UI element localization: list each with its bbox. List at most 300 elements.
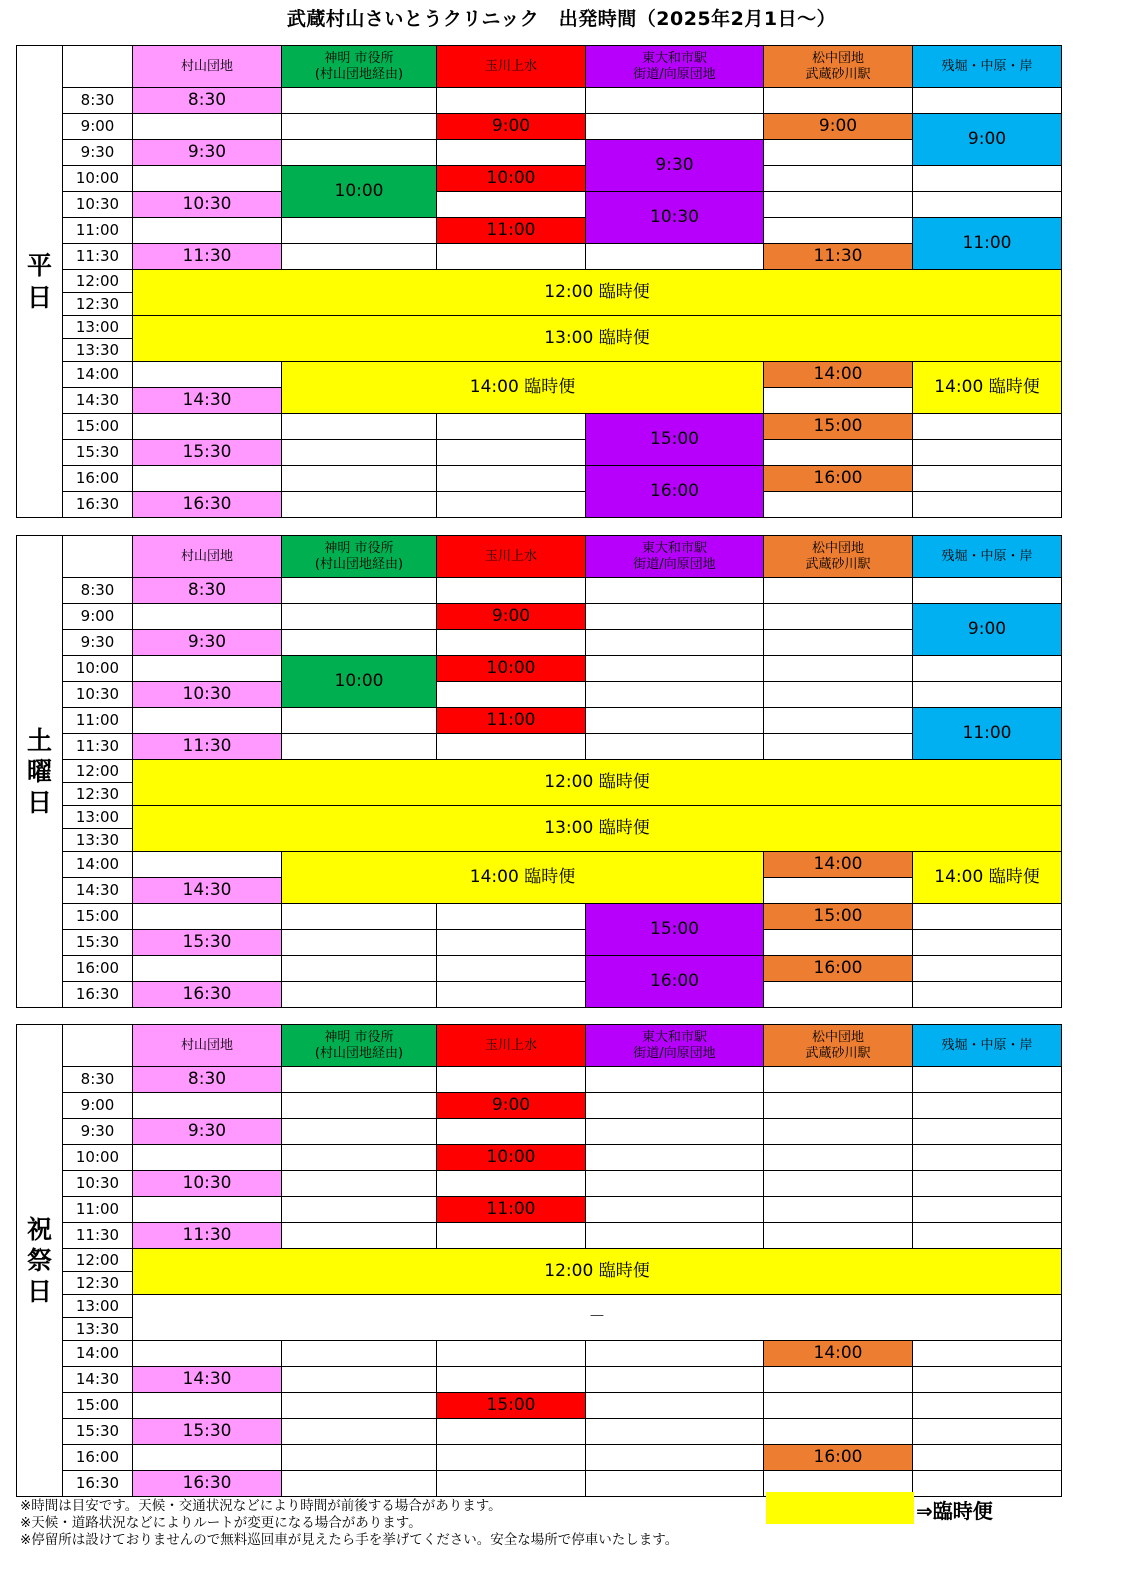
time-slot: 12:00 bbox=[63, 760, 133, 783]
empty-cell bbox=[764, 1171, 913, 1197]
day-label: 平日 bbox=[17, 46, 63, 518]
empty-cell bbox=[437, 1445, 586, 1471]
empty-cell bbox=[913, 578, 1062, 604]
empty-cell bbox=[764, 388, 913, 414]
departure-cell: 14:00 bbox=[764, 852, 913, 878]
empty-cell bbox=[586, 578, 764, 604]
empty-cell bbox=[437, 930, 586, 956]
empty-cell bbox=[282, 630, 437, 656]
route-header bbox=[913, 1025, 1062, 1067]
route-header bbox=[133, 46, 282, 88]
time-slot: 16:30 bbox=[63, 982, 133, 1008]
time-slot: 11:00 bbox=[63, 708, 133, 734]
empty-cell bbox=[437, 466, 586, 492]
table-row bbox=[17, 682, 1062, 708]
time-slot: 10:30 bbox=[63, 1171, 133, 1197]
departure-cell: 11:30 bbox=[133, 244, 282, 270]
empty-cell bbox=[764, 1393, 913, 1419]
time-slot: 14:00 bbox=[63, 1341, 133, 1367]
route-header bbox=[764, 536, 913, 578]
empty-cell bbox=[586, 1171, 764, 1197]
time-slot: 13:30 bbox=[63, 1318, 133, 1341]
departure-cell: 9:00 bbox=[437, 1093, 586, 1119]
corner-cell bbox=[63, 1025, 133, 1067]
empty-cell bbox=[437, 1223, 586, 1249]
empty-cell bbox=[133, 956, 282, 982]
empty-cell bbox=[586, 1393, 764, 1419]
empty-cell bbox=[282, 1145, 437, 1171]
empty-cell bbox=[282, 1197, 437, 1223]
time-slot: 13:00 bbox=[63, 1295, 133, 1318]
empty-cell bbox=[282, 1223, 437, 1249]
empty-cell bbox=[282, 114, 437, 140]
table-row bbox=[17, 1067, 1062, 1093]
empty-cell bbox=[586, 1367, 764, 1393]
empty-cell bbox=[282, 244, 437, 270]
departure-cell: 10:30 bbox=[133, 682, 282, 708]
empty-cell bbox=[282, 1119, 437, 1145]
empty-cell bbox=[913, 466, 1062, 492]
empty-cell bbox=[133, 656, 282, 682]
empty-cell bbox=[913, 982, 1062, 1008]
empty-cell bbox=[586, 88, 764, 114]
table-row bbox=[17, 492, 1062, 518]
route-header bbox=[437, 1025, 586, 1067]
time-slot: 14:30 bbox=[63, 388, 133, 414]
route-name: 東大和市駅 街道/向原団地 bbox=[633, 540, 716, 572]
route-name: 残堀・中原・岸 bbox=[941, 1037, 1033, 1053]
empty-cell bbox=[586, 1197, 764, 1223]
table-row bbox=[17, 1223, 1062, 1249]
table-row bbox=[17, 218, 1062, 244]
time-slot: 11:30 bbox=[63, 734, 133, 760]
empty-cell bbox=[282, 708, 437, 734]
empty-cell bbox=[913, 930, 1062, 956]
empty-cell bbox=[764, 1223, 913, 1249]
table-row bbox=[17, 1419, 1062, 1445]
time-slot: 15:30 bbox=[63, 1419, 133, 1445]
departure-cell: 9:30 bbox=[586, 140, 764, 192]
departure-cell: 15:30 bbox=[133, 1419, 282, 1445]
empty-cell bbox=[913, 1067, 1062, 1093]
empty-cell bbox=[764, 88, 913, 114]
table-row bbox=[17, 1445, 1062, 1471]
route-name: 玉川上水 bbox=[484, 548, 537, 564]
departure-cell: 15:00 bbox=[586, 414, 764, 466]
time-slot: 14:30 bbox=[63, 878, 133, 904]
departure-cell: 11:00 bbox=[437, 1197, 586, 1223]
empty-cell bbox=[913, 1119, 1062, 1145]
empty-cell bbox=[282, 88, 437, 114]
time-slot: 15:30 bbox=[63, 930, 133, 956]
departure-cell: 14:30 bbox=[133, 1367, 282, 1393]
empty-cell bbox=[764, 140, 913, 166]
departure-cell: 16:30 bbox=[133, 1471, 282, 1497]
empty-cell bbox=[764, 982, 913, 1008]
empty-cell bbox=[437, 630, 586, 656]
empty-cell bbox=[764, 734, 913, 760]
empty-cell bbox=[282, 1471, 437, 1497]
empty-cell bbox=[437, 682, 586, 708]
time-slot: 8:30 bbox=[63, 578, 133, 604]
departure-cell: 14:00 bbox=[764, 362, 913, 388]
empty-cell bbox=[437, 440, 586, 466]
route-name: 東大和市駅 街道/向原団地 bbox=[633, 50, 716, 82]
table-row bbox=[17, 904, 1062, 930]
empty-cell bbox=[282, 734, 437, 760]
empty-cell bbox=[913, 88, 1062, 114]
departure-cell: 9:30 bbox=[133, 1119, 282, 1145]
time-slot: 15:00 bbox=[63, 1393, 133, 1419]
table-row bbox=[17, 1197, 1062, 1223]
departure-cell: 14:30 bbox=[133, 878, 282, 904]
departure-cell: 11:30 bbox=[133, 1223, 282, 1249]
departure-cell: 9:30 bbox=[133, 140, 282, 166]
route-header bbox=[764, 1025, 913, 1067]
route-header bbox=[282, 46, 437, 88]
route-header bbox=[282, 1025, 437, 1067]
empty-cell bbox=[913, 1145, 1062, 1171]
departure-cell: 15:30 bbox=[133, 440, 282, 466]
table-row bbox=[17, 192, 1062, 218]
route-name: 村山団地 bbox=[180, 58, 233, 74]
empty-cell bbox=[133, 218, 282, 244]
table-row bbox=[17, 414, 1062, 440]
empty-cell bbox=[437, 734, 586, 760]
time-slot: 9:30 bbox=[63, 140, 133, 166]
departure-cell: 15:30 bbox=[133, 930, 282, 956]
table-row bbox=[17, 1367, 1062, 1393]
route-name: 玉川上水 bbox=[484, 1037, 537, 1053]
table-row bbox=[17, 140, 1062, 166]
route-name: 松中団地 武蔵砂川駅 bbox=[805, 50, 871, 82]
departure-cell: 10:00 bbox=[437, 1145, 586, 1171]
departure-cell: 16:00 bbox=[764, 466, 913, 492]
empty-cell bbox=[764, 656, 913, 682]
time-slot: 9:00 bbox=[63, 604, 133, 630]
route-name: 神明 市役所 (村山団地経由) bbox=[314, 1029, 404, 1061]
empty-cell bbox=[764, 1119, 913, 1145]
empty-cell bbox=[764, 578, 913, 604]
departure-cell: 15:00 bbox=[764, 414, 913, 440]
departure-cell: 14:30 bbox=[133, 388, 282, 414]
route-name: 神明 市役所 (村山団地経由) bbox=[314, 540, 404, 572]
departure-cell: 11:00 bbox=[437, 708, 586, 734]
empty-cell bbox=[282, 604, 437, 630]
time-slot: 9:00 bbox=[63, 1093, 133, 1119]
empty-cell bbox=[437, 88, 586, 114]
time-slot: 16:30 bbox=[63, 492, 133, 518]
departure-cell: 9:00 bbox=[913, 114, 1062, 166]
empty-cell bbox=[764, 1367, 913, 1393]
empty-cell bbox=[586, 1223, 764, 1249]
route-header bbox=[586, 46, 764, 88]
time-slot: 16:00 bbox=[63, 1445, 133, 1471]
empty-cell bbox=[282, 1445, 437, 1471]
empty-cell bbox=[437, 414, 586, 440]
time-slot: 13:00 bbox=[63, 806, 133, 829]
empty-cell bbox=[133, 708, 282, 734]
route-header bbox=[913, 46, 1062, 88]
empty-cell bbox=[282, 1367, 437, 1393]
empty-cell bbox=[913, 166, 1062, 192]
day-label: 祝祭日 bbox=[17, 1025, 63, 1497]
empty-cell bbox=[437, 1367, 586, 1393]
empty-cell bbox=[913, 1093, 1062, 1119]
route-header bbox=[764, 46, 913, 88]
table-row bbox=[17, 114, 1062, 140]
empty-cell bbox=[437, 982, 586, 1008]
empty-cell bbox=[913, 682, 1062, 708]
route-header bbox=[586, 1025, 764, 1067]
empty-cell bbox=[764, 192, 913, 218]
time-slot: 13:30 bbox=[63, 829, 133, 852]
corner-cell bbox=[63, 536, 133, 578]
table-row bbox=[17, 1171, 1062, 1197]
time-slot: 9:30 bbox=[63, 630, 133, 656]
table-row bbox=[17, 956, 1062, 982]
empty-cell bbox=[282, 904, 437, 930]
empty-cell bbox=[437, 1471, 586, 1497]
departure-cell: 9:00 bbox=[764, 114, 913, 140]
departure-cell: 16:30 bbox=[133, 982, 282, 1008]
empty-cell bbox=[586, 1419, 764, 1445]
empty-cell bbox=[437, 904, 586, 930]
time-slot: 13:30 bbox=[63, 339, 133, 362]
time-slot: 11:00 bbox=[63, 1197, 133, 1223]
empty-cell bbox=[586, 604, 764, 630]
legend-swatch bbox=[766, 1492, 914, 1524]
empty-cell bbox=[586, 1093, 764, 1119]
route-name: 神明 市役所 (村山団地経由) bbox=[314, 50, 404, 82]
route-header bbox=[133, 1025, 282, 1067]
departure-cell: 11:00 bbox=[913, 218, 1062, 270]
table-row bbox=[17, 1093, 1062, 1119]
time-slot: 9:30 bbox=[63, 1119, 133, 1145]
route-header bbox=[282, 536, 437, 578]
departure-cell: 10:00 bbox=[437, 656, 586, 682]
empty-cell bbox=[437, 1171, 586, 1197]
empty-cell bbox=[282, 930, 437, 956]
empty-cell bbox=[586, 1445, 764, 1471]
table-row bbox=[17, 244, 1062, 270]
empty-cell bbox=[586, 708, 764, 734]
table-row bbox=[17, 440, 1062, 466]
departure-cell: 8:30 bbox=[133, 578, 282, 604]
departure-cell: 13:00 臨時便 bbox=[133, 806, 1062, 852]
empty-cell bbox=[437, 244, 586, 270]
time-slot: 14:00 bbox=[63, 852, 133, 878]
time-slot: 11:00 bbox=[63, 218, 133, 244]
table-row bbox=[17, 88, 1062, 114]
table-row bbox=[17, 604, 1062, 630]
table-row bbox=[17, 166, 1062, 192]
departure-cell: 10:30 bbox=[586, 192, 764, 244]
departure-cell: 15:00 bbox=[586, 904, 764, 956]
departure-cell: 13:00 臨時便 bbox=[133, 316, 1062, 362]
departure-cell: 16:00 bbox=[586, 466, 764, 518]
corner-cell bbox=[63, 46, 133, 88]
empty-cell bbox=[586, 1341, 764, 1367]
time-slot: 13:00 bbox=[63, 316, 133, 339]
empty-cell bbox=[133, 1341, 282, 1367]
empty-cell bbox=[437, 1119, 586, 1145]
empty-cell bbox=[586, 1471, 764, 1497]
departure-cell: 10:00 bbox=[282, 656, 437, 708]
route-header bbox=[133, 536, 282, 578]
empty-cell bbox=[282, 492, 437, 518]
empty-cell bbox=[764, 604, 913, 630]
empty-cell bbox=[282, 1093, 437, 1119]
empty-cell bbox=[913, 1419, 1062, 1445]
empty-cell bbox=[586, 1067, 764, 1093]
table-row bbox=[17, 1393, 1062, 1419]
time-slot: 15:00 bbox=[63, 414, 133, 440]
schedule-table bbox=[16, 535, 1062, 1008]
empty-cell bbox=[764, 166, 913, 192]
departure-cell: 15:00 bbox=[437, 1393, 586, 1419]
departure-cell: 10:30 bbox=[133, 1171, 282, 1197]
empty-cell bbox=[282, 578, 437, 604]
empty-cell bbox=[913, 1393, 1062, 1419]
time-slot: 10:00 bbox=[63, 166, 133, 192]
empty-cell bbox=[913, 192, 1062, 218]
empty-cell bbox=[586, 630, 764, 656]
empty-cell bbox=[764, 878, 913, 904]
departure-cell: 9:30 bbox=[133, 630, 282, 656]
departure-cell: 11:00 bbox=[437, 218, 586, 244]
table-row bbox=[17, 982, 1062, 1008]
departure-cell: 8:30 bbox=[133, 88, 282, 114]
departure-cell: 10:00 bbox=[437, 166, 586, 192]
departure-cell: 9:00 bbox=[437, 604, 586, 630]
page-title: 武蔵村山さいとうクリニック 出発時間（2025年2月1日～） bbox=[286, 8, 837, 30]
route-name: 残堀・中原・岸 bbox=[941, 58, 1033, 74]
departure-cell: 15:00 bbox=[764, 904, 913, 930]
empty-cell bbox=[913, 414, 1062, 440]
empty-cell bbox=[764, 630, 913, 656]
empty-cell bbox=[133, 852, 282, 878]
departure-cell: 11:30 bbox=[133, 734, 282, 760]
empty-cell bbox=[764, 1197, 913, 1223]
empty-cell bbox=[913, 440, 1062, 466]
departure-cell: 16:00 bbox=[764, 1445, 913, 1471]
time-slot: 10:00 bbox=[63, 656, 133, 682]
empty-cell bbox=[913, 1171, 1062, 1197]
time-slot: 11:30 bbox=[63, 1223, 133, 1249]
empty-cell bbox=[437, 1419, 586, 1445]
departure-cell: 12:00 臨時便 bbox=[133, 760, 1062, 806]
empty-cell bbox=[282, 466, 437, 492]
departure-cell: 16:30 bbox=[133, 492, 282, 518]
empty-cell bbox=[282, 440, 437, 466]
route-header bbox=[437, 536, 586, 578]
empty-cell bbox=[437, 578, 586, 604]
empty-cell bbox=[437, 956, 586, 982]
empty-cell bbox=[282, 982, 437, 1008]
time-slot: 12:00 bbox=[63, 1249, 133, 1272]
table-row bbox=[17, 708, 1062, 734]
departure-cell: 9:00 bbox=[437, 114, 586, 140]
empty-cell bbox=[913, 1471, 1062, 1497]
departure-cell: 14:00 bbox=[764, 1341, 913, 1367]
header-row bbox=[17, 536, 1062, 578]
departure-cell: 12:00 臨時便 bbox=[133, 1249, 1062, 1295]
empty-cell bbox=[133, 904, 282, 930]
time-slot: 10:30 bbox=[63, 192, 133, 218]
table-row bbox=[17, 806, 1062, 829]
empty-cell bbox=[913, 1445, 1062, 1471]
empty-cell bbox=[282, 1393, 437, 1419]
empty-cell bbox=[764, 440, 913, 466]
table-row bbox=[17, 1295, 1062, 1318]
empty-cell bbox=[913, 656, 1062, 682]
empty-cell bbox=[437, 1341, 586, 1367]
route-name: 村山団地 bbox=[180, 1037, 233, 1053]
empty-cell bbox=[133, 466, 282, 492]
time-slot: 11:30 bbox=[63, 244, 133, 270]
time-slot: 12:00 bbox=[63, 270, 133, 293]
time-slot: 15:00 bbox=[63, 904, 133, 930]
header-row bbox=[17, 1025, 1062, 1067]
table-row bbox=[17, 1249, 1062, 1272]
table-row bbox=[17, 656, 1062, 682]
empty-cell bbox=[133, 114, 282, 140]
route-name: 東大和市駅 街道/向原団地 bbox=[633, 1029, 716, 1061]
empty-cell bbox=[586, 1145, 764, 1171]
route-header bbox=[913, 536, 1062, 578]
empty-cell bbox=[133, 1145, 282, 1171]
time-slot: 10:00 bbox=[63, 1145, 133, 1171]
departure-cell: 9:00 bbox=[913, 604, 1062, 656]
empty-cell bbox=[133, 1197, 282, 1223]
time-slot: 16:00 bbox=[63, 956, 133, 982]
empty-cell bbox=[913, 1341, 1062, 1367]
empty-cell bbox=[282, 1341, 437, 1367]
time-slot: 10:30 bbox=[63, 682, 133, 708]
departure-cell: 12:00 臨時便 bbox=[133, 270, 1062, 316]
departure-cell: 14:00 臨時便 bbox=[282, 362, 764, 414]
empty-cell bbox=[764, 1419, 913, 1445]
empty-cell bbox=[764, 1093, 913, 1119]
empty-cell bbox=[586, 682, 764, 708]
table-row bbox=[17, 1145, 1062, 1171]
table-row bbox=[17, 630, 1062, 656]
empty-cell bbox=[133, 1393, 282, 1419]
empty-cell bbox=[437, 492, 586, 518]
header-row bbox=[17, 46, 1062, 88]
departure-cell: 14:00 臨時便 bbox=[913, 852, 1062, 904]
time-slot: 16:00 bbox=[63, 466, 133, 492]
departure-cell: 11:30 bbox=[764, 244, 913, 270]
table-row bbox=[17, 760, 1062, 783]
legend-label: ⇒臨時便 bbox=[916, 1499, 993, 1523]
empty-cell bbox=[913, 1367, 1062, 1393]
route-name: 村山団地 bbox=[180, 548, 233, 564]
departure-cell: 8:30 bbox=[133, 1067, 282, 1093]
empty-cell bbox=[282, 956, 437, 982]
time-slot: 8:30 bbox=[63, 88, 133, 114]
table-row bbox=[17, 578, 1062, 604]
empty-cell bbox=[133, 1445, 282, 1471]
table-row bbox=[17, 1119, 1062, 1145]
empty-cell bbox=[764, 708, 913, 734]
time-slot: 9:00 bbox=[63, 114, 133, 140]
time-slot: 12:30 bbox=[63, 783, 133, 806]
empty-cell bbox=[913, 956, 1062, 982]
route-header bbox=[586, 536, 764, 578]
empty-cell bbox=[913, 904, 1062, 930]
